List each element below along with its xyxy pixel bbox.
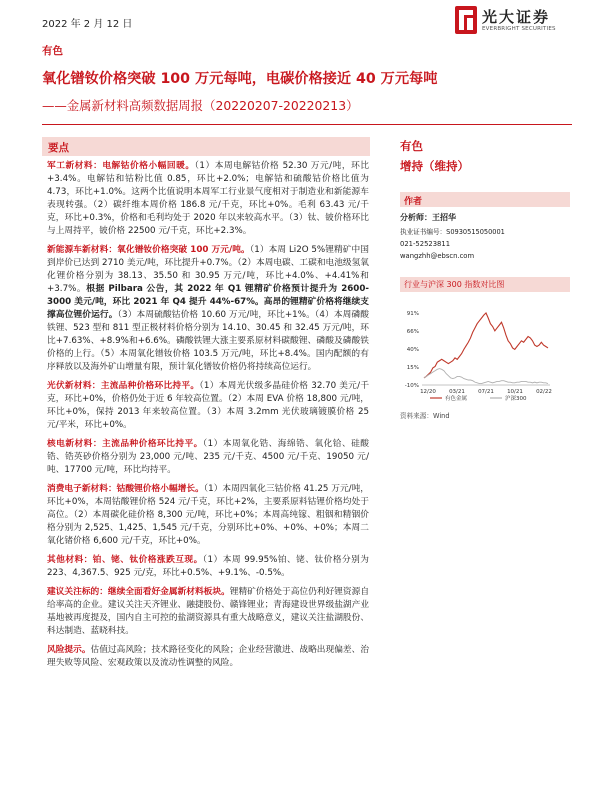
chart-source: 资料来源：Wind xyxy=(400,412,450,420)
report-title: 氧化镨钕价格突破 100 万元每吨，电碳价格接近 40 万元每吨 xyxy=(42,71,438,87)
legend-label: 沪深300 xyxy=(505,396,527,402)
analyst-name: 王招华 xyxy=(432,213,456,222)
x-tick-label: 07/21 xyxy=(478,389,494,395)
section-text: （1）本周氧化锆、海绵锆、氧化铪、硅酸锆、锆英砂价格分别为 23,000 元/吨、235 元/千克、4500 元/千克、19050 元/吨、17700 元/吨，环比均持平。 xyxy=(47,439,369,475)
analyst-email[interactable]: wangzhh@ebscn.com xyxy=(400,252,475,260)
section-new-energy xyxy=(47,244,369,374)
section-bold-text: 根据 Pilbara 公告，其 2022 年 Q1 锂精矿价格预计提升为 2600-3000 美元/吨，环比 2021 年 Q4 提升 44%-67%。高昂的锂精矿价格将继续支撑高位锂价运行。 xyxy=(47,284,369,320)
x-tick-label: 10/21 xyxy=(507,389,523,395)
section-text: （1）本周电解钴价格 52.30 万元/吨，环比+3.4%。电解钴和钴粉比值 0.85，环比+2.0%；电解钴和硫酸钴价格比值为 4.73，环比+1.0%。这两个比值说明本周军工行业景气度相对于制造业和新能源车表现转强。（2）碳纤维本周价格 186.8 元/千克，环比+0%。毛利 63.43 元/千克，环比+0.3%，价格和毛利均处于 2020 年以来较高水平。（3）钛、铍价格环比与上周持平，铍价格 22500 元/千克，环比+2.3%。 xyxy=(47,161,370,236)
section-label: 其他材料：铂、铑、钛价格涨跌互现。 xyxy=(47,555,203,565)
section-label: 军工新材料：电解钴价格小幅回暖。 xyxy=(47,161,195,171)
y-tick-label: 91% xyxy=(406,311,419,317)
report-category: 有色 xyxy=(42,45,63,57)
author-label: 作者 xyxy=(404,197,423,207)
y-tick-label: 66% xyxy=(406,329,419,335)
key-points-header xyxy=(42,137,370,156)
section-text: 估值过高风险；技术路径变化的风险；企业经营激进、战略出现偏差、治理失败等风险、宏观政策以及流动性调整的风险。 xyxy=(47,645,369,668)
x-tick-label: 02/22 xyxy=(536,389,552,395)
key-points-label: 要点 xyxy=(48,142,69,154)
section-label: 新能源车新材料：氧化镨钕价格突破 100 万元/吨。 xyxy=(47,245,250,255)
section-consumer-electronics xyxy=(47,483,369,548)
header-divider xyxy=(42,124,572,125)
legend-label: 有色金属 xyxy=(445,396,468,402)
section-other-materials xyxy=(47,554,369,580)
brand-name-cn: 光大证券 xyxy=(482,8,551,26)
y-tick-label: -10% xyxy=(404,383,419,389)
chart-header xyxy=(400,277,570,292)
section-text: （1）本周 99.95%铂、铑、钛价格分别为 223、4,367.5、925 元/克，环比+0.5%、+9.1%、-0.5%。 xyxy=(47,555,369,578)
everbright-logo-icon xyxy=(455,6,477,34)
series-line-csi300 xyxy=(424,369,548,384)
x-tick-label: 12/20 xyxy=(420,389,436,395)
section-label: 风险提示。 xyxy=(47,645,91,655)
index-comparison-chart xyxy=(400,305,570,405)
section-photovoltaic xyxy=(47,380,369,432)
section-text: 锂精矿价格处于高位仍利好锂资源自给率高的企业。建议关注天齐锂业、融捷股份、赣锋锂业；青海建设世界级盐湖产业基地被再度提及，国内自主可控的盐湖资源具有重大战略意义，建议关注盐湖股份、科达制造、蓝晓科技。 xyxy=(47,587,369,636)
y-tick-label: 40% xyxy=(406,347,419,353)
chart-title: 行业与沪深 300 指数对比图 xyxy=(404,280,505,289)
section-label: 建议关注标的：继续全面看好金属新材料板块。 xyxy=(47,587,230,597)
report-subtitle: ——金属新材料高频数据周报（20220207-20220213） xyxy=(42,98,359,113)
brand-logo xyxy=(455,4,585,38)
sidebar-rating: 增持（维持） xyxy=(400,159,469,173)
analyst-label: 分析师： xyxy=(400,213,432,222)
brand-name-en: EVERBRIGHT SECURITIES xyxy=(482,26,556,32)
section-risk xyxy=(47,644,369,670)
section-label: 消费电子新材料：钴酸锂价格小幅增长。 xyxy=(47,484,204,494)
section-recommendations xyxy=(47,586,369,638)
y-tick-label: 15% xyxy=(406,365,419,371)
section-military xyxy=(47,160,369,238)
series-line-nonferrous xyxy=(424,313,548,378)
section-nuclear xyxy=(47,438,369,477)
sidebar-category: 有色 xyxy=(400,139,423,153)
section-text: （1）本周 Li2O 5%锂精矿中国到岸价已达到 2710 美元/吨，环比提升+0.7%。（2）本周电碳、工碳和电池级氢氧化锂价格分别为 38.13、35.50 和 30.95 万元/吨，环比+4.0%、+4.41%和+3.7%。 xyxy=(47,245,369,294)
analyst-line xyxy=(400,212,456,223)
section-text: （1）本周四氧化三钴价格 41.25 万元/吨，环比+0%，本周钴酸锂价格 524 元/千克，环比+2%，主要系原料钴锂价格均处于高位。（2）本周碳化硅价格 8,300 元/吨，环比+0%；本周高纯镓、粗铟和精铟价格分别为 2,525、1,425、1,545 元/千克，分别环比+0%、+0%、+0%；本周二氧化锗价格 6,600 元/千克，环比+0%。 xyxy=(47,484,369,546)
section-label: 核电新材料：主流品种价格环比持平。 xyxy=(47,439,203,449)
section-text: （3）本周硫酸钴价格 10.60 万元/吨，环比+1%。（4）本周磷酸铁锂、523 型和 811 型正极材料价格分别为 14.10、30.45 和 32.45 万元/吨，环比+7.63%、+8.9%和+6.6%。磷酸铁锂大涨主要系原材料碳酸锂、磷酸及磷酸铁价格的上行。（5）本周氧化镨钕价格 103.5 万元/吨，环比+8.4%。国内配额的有序释放以及海外矿山增量有限，预计氧化镨钕价格仍将持续高位运行。 xyxy=(47,310,369,372)
x-tick-label: 03/21 xyxy=(449,389,465,395)
analyst-phone: 021-52523811 xyxy=(400,240,451,248)
section-text: （1）本周光伏级多晶硅价格 32.70 美元/千克，环比+0%，价格仍处于近 6 年较高位置。（2）本周 EVA 价格 18,800 元/吨，环比+0%，保持 2013 年来较高位置。（3）本周 3.2mm 光伏玻璃镀膜价格 25 元/平米，环比+0%。 xyxy=(47,381,370,430)
report-body xyxy=(47,160,369,676)
section-label: 光伏新材料：主流品种价格环比持平。 xyxy=(47,381,200,391)
report-date: 2022 年 2 月 12 日 xyxy=(42,19,133,30)
analyst-cert: 执业证书编号：S0930515050001 xyxy=(400,228,505,236)
author-header xyxy=(400,192,570,207)
